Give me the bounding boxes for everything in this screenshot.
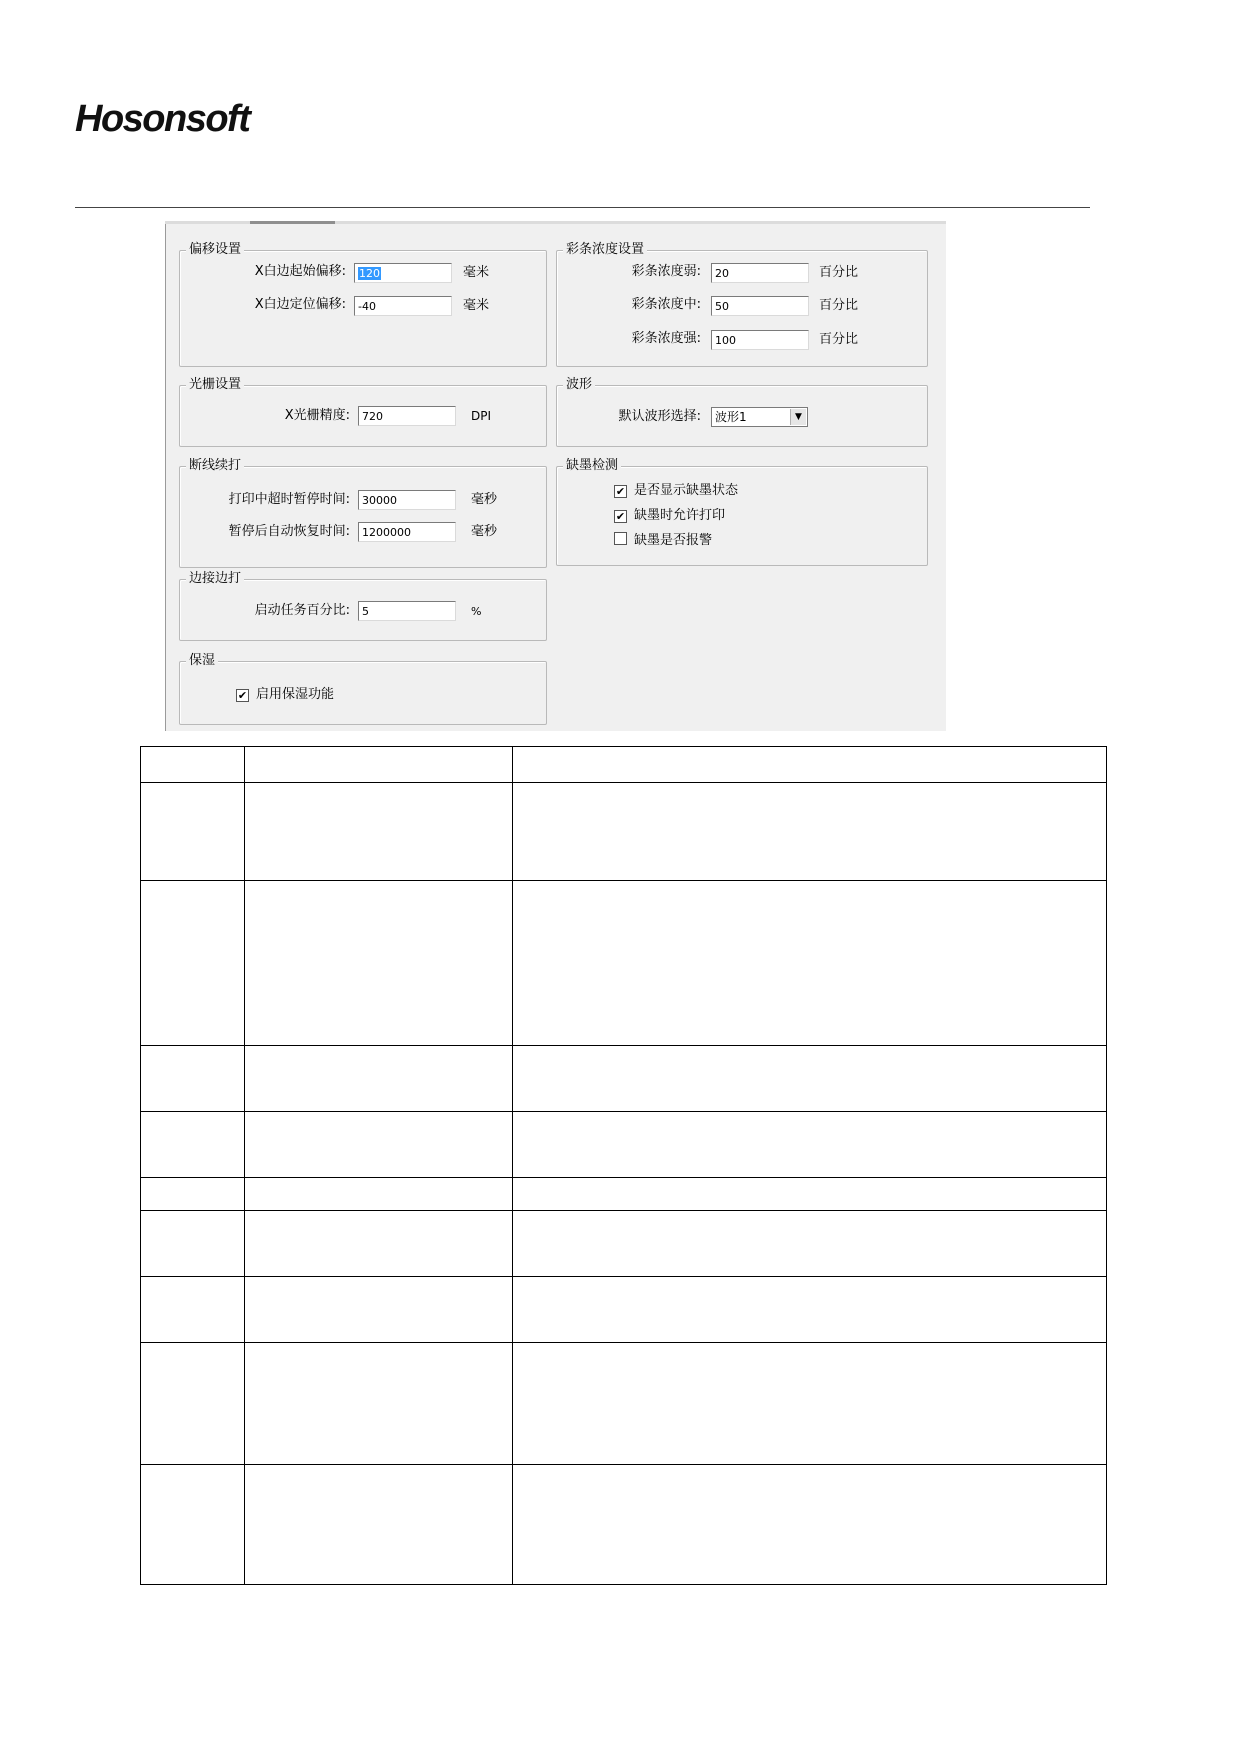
checkbox-empty-icon [614,532,627,545]
chevron-down-icon[interactable]: ▼ [790,409,806,425]
x-position-offset-unit: 毫米 [463,298,490,313]
checkbox-check-icon: ✔ [615,510,626,523]
table-cell [141,1465,245,1585]
table-cell [513,1178,1107,1211]
table-row [141,747,1107,783]
checkbox-check-icon: ✔ [615,485,626,498]
color-bar-weak-input[interactable]: 20 [711,263,809,283]
table-cell [245,881,513,1046]
table-row [141,881,1107,1046]
allow-print-low-ink-checkbox[interactable]: ✔ 缺墨时允许打印 [615,508,726,523]
table-row [141,1046,1107,1112]
waveform-group [556,377,928,447]
description-table [140,746,1107,1585]
table-cell [245,1178,513,1211]
table-row [141,1465,1107,1585]
print-timeout-pause-unit: 毫秒 [471,492,498,507]
table-cell [513,1046,1107,1112]
table-row [141,783,1107,881]
x-start-offset-input[interactable]: 120 [354,263,452,283]
low-ink-alarm-checkbox[interactable]: 缺墨是否报警 [614,532,712,550]
table-cell [513,1277,1107,1343]
offset-group [179,242,547,367]
table-cell [513,1211,1107,1277]
settings-panel-screenshot [165,222,946,731]
table-cell [141,783,245,881]
x-raster-precision-input[interactable]: 720 [358,406,456,426]
color-bar-medium-label: 彩条浓度中: [631,297,701,312]
table-cell [245,1343,513,1465]
start-task-percent-input[interactable]: 5 [358,601,456,621]
color-bar-strong-input[interactable]: 100 [711,330,809,350]
table-cell [141,1046,245,1112]
table-cell [513,1343,1107,1465]
moisture-group [179,653,547,725]
print-timeout-pause-label: 打印中超时暂停时间: [228,492,350,507]
color-bar-strong-label: 彩条浓度强: [631,331,701,346]
table-cell [141,1343,245,1465]
moisture-legend: 保湿 [186,652,218,670]
table-row [141,1277,1107,1343]
table-cell [141,1277,245,1343]
table-cell [513,1112,1107,1178]
start-task-percent-unit: % [471,605,482,618]
enable-moisture-checkbox[interactable]: ✔ 启用保湿功能 [237,687,335,702]
print-timeout-pause-input[interactable]: 30000 [358,490,456,510]
auto-resume-time-input[interactable]: 1200000 [358,522,456,542]
table-row [141,1178,1107,1211]
edge-print-legend: 边接边打 [186,570,244,588]
table-cell [245,1211,513,1277]
table-cell [513,881,1107,1046]
checkbox-check-icon: ✔ [237,689,248,702]
x-start-offset-unit: 毫米 [463,265,490,280]
table-cell [245,1046,513,1112]
start-task-percent-label: 启动任务百分比: [254,603,350,618]
table-cell [141,1112,245,1178]
table-cell [141,1178,245,1211]
table-cell [245,783,513,881]
table-cell [245,1277,513,1343]
ink-check-legend: 缺墨检测 [563,457,621,475]
table-row [141,1343,1107,1465]
table-cell [513,783,1107,881]
table-cell [245,747,513,783]
edge-print-group [179,571,547,641]
resume-print-legend: 断线续打 [186,457,244,475]
color-bar-medium-unit: 百分比 [819,298,859,313]
hosonsoft-logo: Hosonsoft [75,98,250,140]
table-cell [513,1465,1107,1585]
x-position-offset-input[interactable]: -40 [354,296,452,316]
tab-strip [165,221,946,225]
raster-group [179,377,547,447]
auto-resume-time-label: 暂停后自动恢复时间: [228,524,350,539]
table-cell [245,1465,513,1585]
color-bar-strong-unit: 百分比 [819,332,859,347]
table-cell [141,881,245,1046]
color-bar-group [556,242,928,367]
x-position-offset-label: X白边定位偏移: [254,297,346,312]
auto-resume-time-unit: 毫秒 [471,524,498,539]
color-bar-weak-unit: 百分比 [819,265,859,280]
resume-print-group [179,458,547,568]
x-raster-precision-label: X光栅精度: [284,408,350,423]
ink-check-group [556,458,928,566]
table-cell [141,747,245,783]
waveform-legend: 波形 [563,376,595,394]
x-raster-precision-unit: DPI [471,409,492,423]
table-row [141,1112,1107,1178]
show-ink-status-checkbox[interactable]: ✔ 是否显示缺墨状态 [615,483,739,498]
raster-legend: 光栅设置 [186,376,244,394]
table-cell [513,747,1107,783]
header-divider [75,207,1090,208]
color-bar-weak-label: 彩条浓度弱: [631,264,701,279]
default-waveform-label: 默认波形选择: [618,409,701,424]
waveform-selected-value: 波形1 [715,410,747,424]
color-bar-medium-input[interactable]: 50 [711,296,809,316]
color-bar-legend: 彩条浓度设置 [563,241,647,259]
table-row [141,1211,1107,1277]
waveform-select[interactable] [711,407,808,427]
x-start-offset-label: X白边起始偏移: [254,264,346,279]
table-cell [141,1211,245,1277]
offset-legend: 偏移设置 [186,241,244,259]
table-cell [245,1112,513,1178]
